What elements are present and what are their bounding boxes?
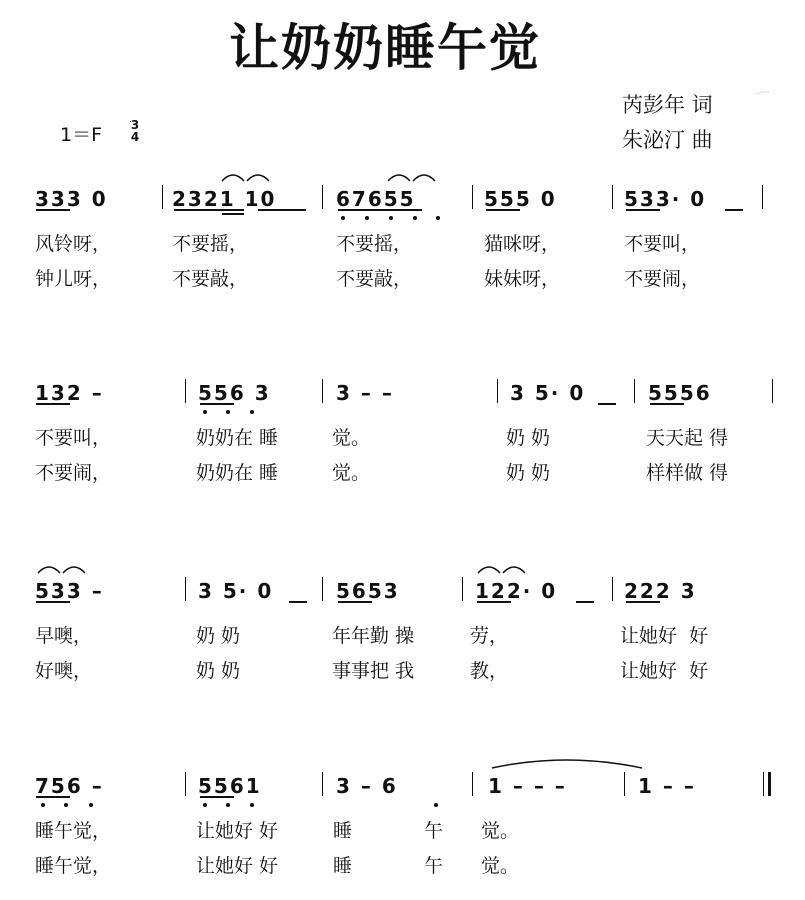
low-octave-dot xyxy=(203,410,207,414)
lyric: 觉。 xyxy=(332,427,371,449)
lyric: 奶奶在 睡 xyxy=(196,462,279,484)
lyric: 让她好 好 xyxy=(196,820,279,842)
tie xyxy=(503,567,525,573)
ties xyxy=(0,575,805,615)
lyric: 样样做 得 xyxy=(646,462,729,484)
barline xyxy=(185,379,186,403)
time-signature-top: 3 xyxy=(130,118,140,132)
lyric: 奶奶在 睡 xyxy=(196,427,279,449)
measure: 555 0 xyxy=(484,187,557,211)
tie xyxy=(492,760,642,768)
system-1 xyxy=(0,183,805,313)
ties xyxy=(0,770,805,810)
tie xyxy=(247,175,269,181)
lyric: 不要摇， xyxy=(172,233,249,255)
lyric: 午 xyxy=(424,855,444,877)
notes-row xyxy=(0,770,805,810)
lyric: 奶 奶 xyxy=(196,660,241,682)
underline xyxy=(650,403,684,405)
measure: 3 5· 0 xyxy=(198,579,274,603)
lyric: 教， xyxy=(470,660,509,682)
measure: 756 – xyxy=(35,774,104,798)
lyric: 不要闹， xyxy=(35,462,112,484)
song-title: 让奶奶睡午觉 xyxy=(229,19,541,77)
measure: 556 3 xyxy=(198,381,271,405)
lyric: 睡午觉， xyxy=(35,820,112,842)
lyric: 奶 奶 xyxy=(196,625,241,647)
composer-credit: 朱泌汀 曲 xyxy=(622,128,713,152)
tie xyxy=(38,567,60,573)
barline xyxy=(772,379,773,403)
lyric: 觉。 xyxy=(481,820,520,842)
tie xyxy=(388,175,410,181)
barline xyxy=(322,379,323,403)
measure: 5556 xyxy=(648,381,712,405)
lyric: 让她好 好 xyxy=(620,660,709,682)
lyric: 猫咪呀， xyxy=(484,233,561,255)
notes-row xyxy=(0,183,805,223)
lyric: 让她好 好 xyxy=(620,625,709,647)
lyric: 不要摇， xyxy=(336,233,413,255)
lyricist-credit: 芮彭年 词 xyxy=(622,93,713,117)
system-3 xyxy=(0,575,805,705)
lyric: 早噢， xyxy=(35,625,93,647)
lyric: 劳， xyxy=(470,625,509,647)
low-octave-dot xyxy=(226,410,230,414)
underline xyxy=(598,403,616,405)
lyric: 睡 xyxy=(333,855,353,877)
measure: 2321 10 xyxy=(172,187,277,211)
measure: 533· 0 xyxy=(624,187,707,211)
lyric: 午 xyxy=(424,820,444,842)
notes-row xyxy=(0,575,805,615)
ties xyxy=(0,183,805,223)
measure: 1 – – – xyxy=(488,774,567,798)
lyric: 好噢， xyxy=(35,660,93,682)
notes-row xyxy=(0,377,805,417)
tie xyxy=(63,567,85,573)
tie xyxy=(222,175,244,181)
key-signature: 1＝F xyxy=(60,124,103,146)
lyric: 事事把 我 xyxy=(332,660,415,682)
time-signature-bottom: 4 xyxy=(130,130,140,144)
system-2 xyxy=(0,377,805,507)
lyric: 奶 奶 xyxy=(506,462,551,484)
tie xyxy=(413,175,435,181)
lyric: 妹妹呀， xyxy=(484,268,561,290)
lyric: 风铃呀， xyxy=(35,233,112,255)
lyric: 钟儿呀， xyxy=(35,268,112,290)
measure: 122· 0 xyxy=(475,579,558,603)
measure: 1 – – xyxy=(638,774,696,798)
lyric: 觉。 xyxy=(481,855,520,877)
low-octave-dot xyxy=(250,410,254,414)
barline xyxy=(634,379,635,403)
measure: 533 – xyxy=(35,579,104,603)
lyric: 不要叫， xyxy=(624,233,701,255)
system-4 xyxy=(0,770,805,900)
lyric: 让她好 好 xyxy=(196,855,279,877)
tie xyxy=(478,567,500,573)
lyric: 不要闹， xyxy=(624,268,701,290)
measure: 5561 xyxy=(198,774,262,798)
measure: 67655 xyxy=(336,187,416,211)
lyric: 不要叫， xyxy=(35,427,112,449)
decorative-mark xyxy=(755,91,769,94)
lyric: 睡午觉， xyxy=(35,855,112,877)
measure: 3 5· 0 xyxy=(510,381,586,405)
measure: 222 3 xyxy=(624,579,697,603)
lyric: 不要敲， xyxy=(336,268,413,290)
measure: 5653 xyxy=(336,579,400,603)
measure: 132 – xyxy=(35,381,104,405)
lyric: 年年勤 操 xyxy=(332,625,415,647)
underline xyxy=(36,403,70,405)
lyric: 天天起 得 xyxy=(646,427,729,449)
lyric: 不要敲， xyxy=(172,268,249,290)
underline xyxy=(200,403,234,405)
measure: 333 0 xyxy=(35,187,108,211)
lyric: 觉。 xyxy=(332,462,371,484)
barline xyxy=(497,379,498,403)
measure: 3 – – xyxy=(336,381,394,405)
lyric: 睡 xyxy=(333,820,353,842)
time-signature xyxy=(129,119,141,143)
measure: 3 – 6 xyxy=(336,774,398,798)
lyric: 奶 奶 xyxy=(506,427,551,449)
